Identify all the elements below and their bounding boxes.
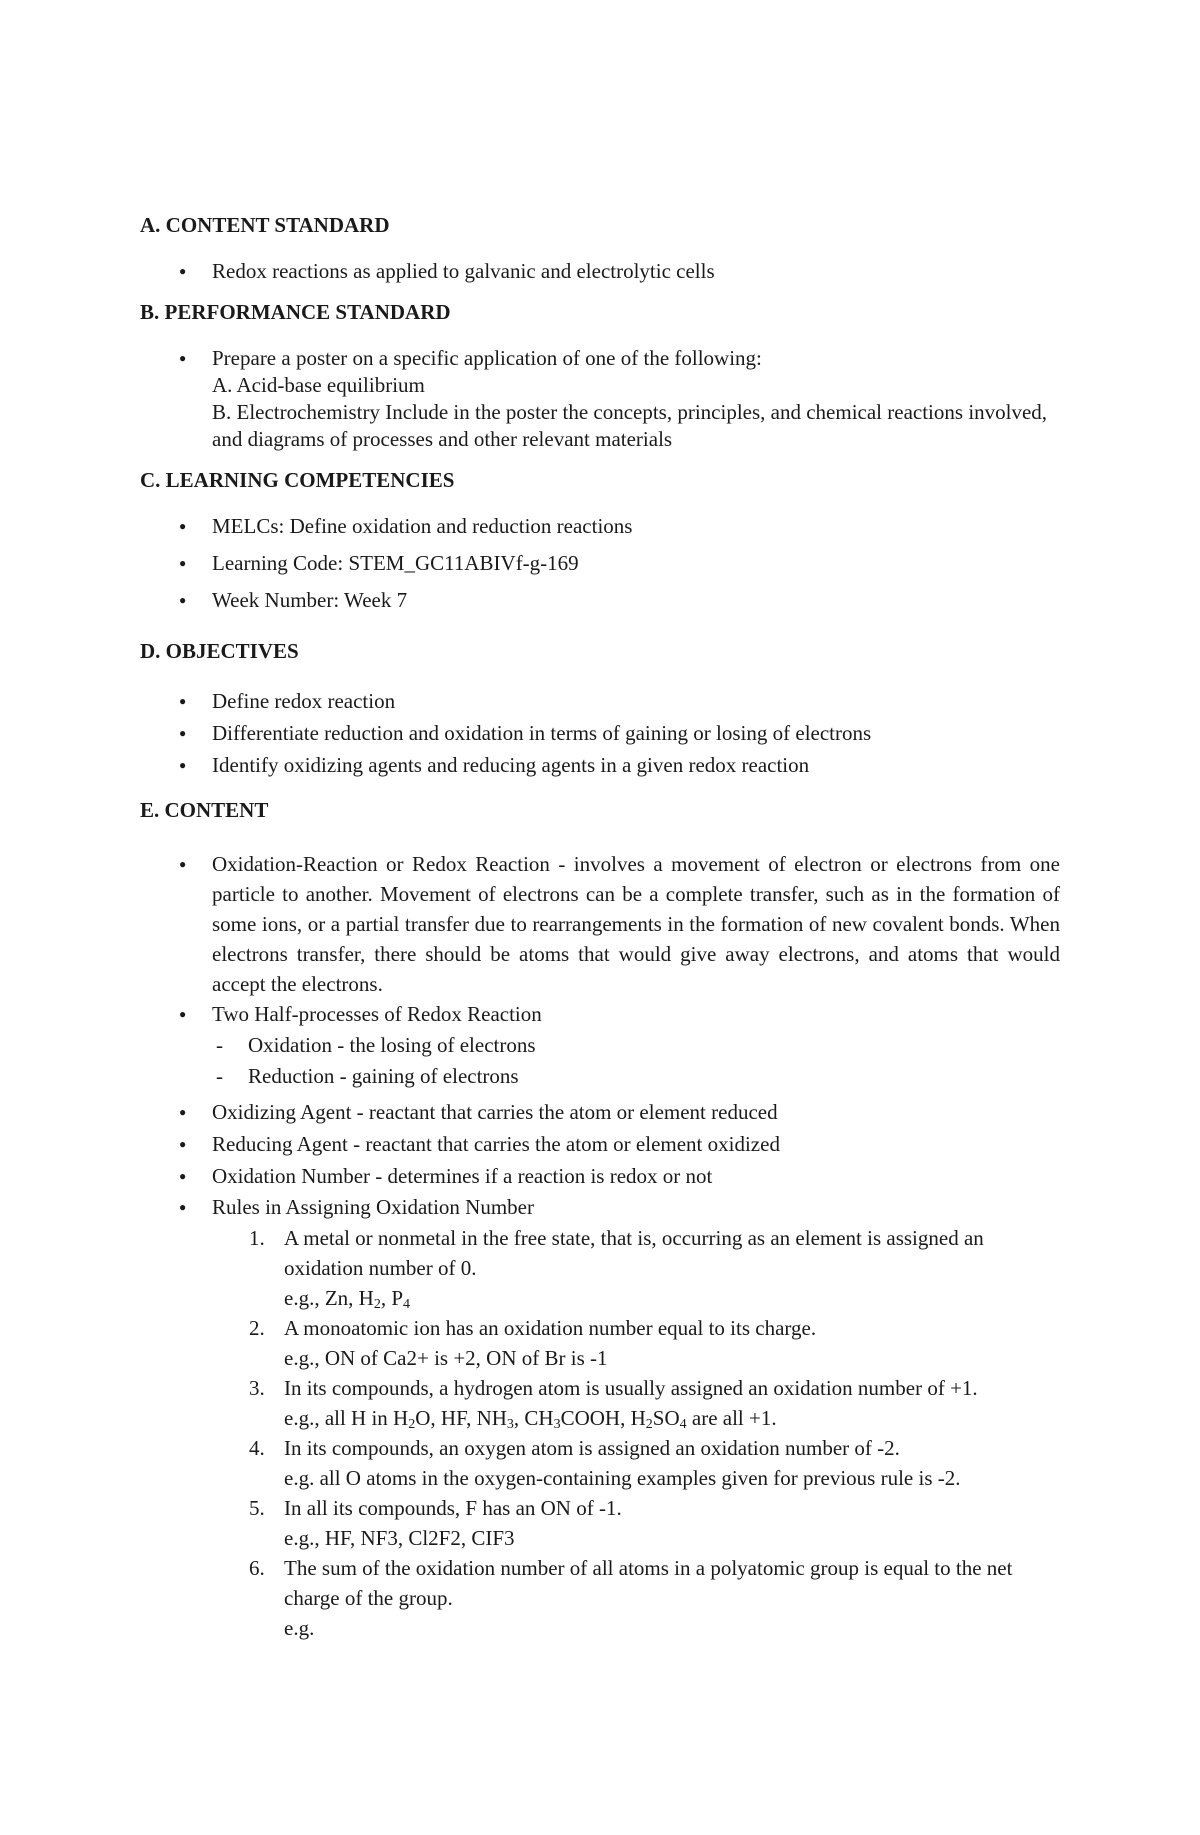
performance-option-a: A. Acid-base equilibrium xyxy=(212,373,425,397)
content-list xyxy=(140,849,1060,1643)
list-item: - Oxidation - the losing of electrons xyxy=(212,1030,1060,1061)
rule-number: 6. xyxy=(249,1556,265,1580)
rule-text: The sum of the oxidation number of all atoms in a polyatomic group is equal to the net charge of the group. xyxy=(284,1556,1013,1610)
rule-item xyxy=(212,1553,1060,1643)
list-item: - Reduction - gaining of electrons xyxy=(212,1061,1060,1092)
list-item: ● Oxidizing Agent - reactant that carries the atom or element reduced xyxy=(140,1096,1060,1128)
list-item: ● Reducing Agent - reactant that carries the atom or element oxidized xyxy=(140,1128,1060,1160)
list-item-redox-definition: ● Oxidation-Reaction or Redox Reaction - involves a movement of electron or electrons from one particle to another. Movement of electrons can be a complete transfer, such as in the formation of some ions, or a partial transfer due to rearrangements in the formation of new covalent bonds. When electrons transfer, there should be atoms that would give away electrons, and atoms that would accept the electrons. xyxy=(140,849,1060,999)
heading-objectives: D. OBJECTIVES xyxy=(140,639,299,663)
rule-number: 5. xyxy=(249,1496,265,1520)
list-item: ● Redox reactions as applied to galvanic and electrolytic cells xyxy=(140,258,1060,285)
rule-item xyxy=(212,1493,1060,1553)
rule-number: 4. xyxy=(249,1436,265,1460)
rule-example: e.g., HF, NF3, Cl2F2, CIF3 xyxy=(284,1526,515,1550)
rule-item xyxy=(212,1313,1060,1373)
document-page xyxy=(140,212,1060,1643)
rule-example: e.g., ON of Ca2+ is +2, ON of Br is -1 xyxy=(284,1346,608,1370)
list-item: ● Define redox reaction xyxy=(140,688,1060,715)
performance-option-b: B. Electrochemistry Include in the poster the concepts, principles, and chemical reactions involved, and diagrams of processes and other relevant materials xyxy=(212,400,1048,451)
heading-content: E. CONTENT xyxy=(140,798,269,822)
rule-example: e.g. xyxy=(284,1616,315,1640)
rule-item xyxy=(212,1433,1060,1493)
list-item: ● Identify oxidizing agents and reducing agents in a given redox reaction xyxy=(140,752,1060,779)
rule-text: In its compounds, a hydrogen atom is usually assigned an oxidation number of +1. xyxy=(284,1376,978,1400)
list-item: ● Learning Code: STEM_GC11ABIVf-g-169 xyxy=(140,550,1060,577)
heading-content-standard: A. CONTENT STANDARD xyxy=(140,213,390,237)
half-processes-list xyxy=(212,1030,1060,1092)
performance-standard-list xyxy=(140,345,1060,453)
list-item-half-processes xyxy=(140,999,1060,1092)
list-item-rules xyxy=(140,1192,1060,1643)
rule-example: e.g., Zn, $H_2$, $P_4$ xyxy=(284,1286,411,1312)
heading-learning-competencies: C. LEARNING COMPETENCIES xyxy=(140,468,455,492)
rule-number: 1. xyxy=(249,1226,265,1250)
rule-number: 2. xyxy=(249,1316,265,1340)
list-item: ● Differentiate reduction and oxidation in terms of gaining or losing of electrons xyxy=(140,720,1060,747)
rule-item xyxy=(212,1223,1060,1313)
half-processes-title: ● Two Half-processes of Redox Reaction xyxy=(212,1002,542,1026)
rule-example: e.g., all H in $H_2O$, HF, $NH_3$, $CH_3COOH$, $H_2SO_4$ are all +1. xyxy=(284,1406,777,1432)
list-item: ● Week Number: Week 7 xyxy=(140,587,1060,614)
rule-text: A monoatomic ion has an oxidation number equal to its charge. xyxy=(284,1316,817,1340)
rule-number: 3. xyxy=(249,1376,265,1400)
heading-performance-standard: B. PERFORMANCE STANDARD xyxy=(140,300,451,324)
list-item: ● Oxidation Number - determines if a reaction is redox or not xyxy=(140,1160,1060,1192)
rules-title: ● Rules in Assigning Oxidation Number xyxy=(212,1195,534,1219)
performance-intro: ● Prepare a poster on a specific application of one of the following: xyxy=(212,346,762,370)
list-item xyxy=(140,345,1060,453)
list-item: ● MELCs: Define oxidation and reduction reactions xyxy=(140,513,1060,540)
learning-competencies-list xyxy=(140,513,1060,614)
rule-item xyxy=(212,1373,1060,1433)
objectives-list xyxy=(140,688,1060,779)
content-standard-list xyxy=(140,258,1060,285)
rule-text: In its compounds, an oxygen atom is assigned an oxidation number of -2. xyxy=(284,1436,900,1460)
rule-example: e.g. all O atoms in the oxygen-containing examples given for previous rule is -2. xyxy=(284,1466,961,1490)
rule-text: In all its compounds, F has an ON of -1. xyxy=(284,1496,622,1520)
rules-list xyxy=(212,1223,1060,1643)
rule-text: A metal or nonmetal in the free state, that is, occurring as an element is assigned an oxidation number of 0. xyxy=(284,1226,984,1280)
